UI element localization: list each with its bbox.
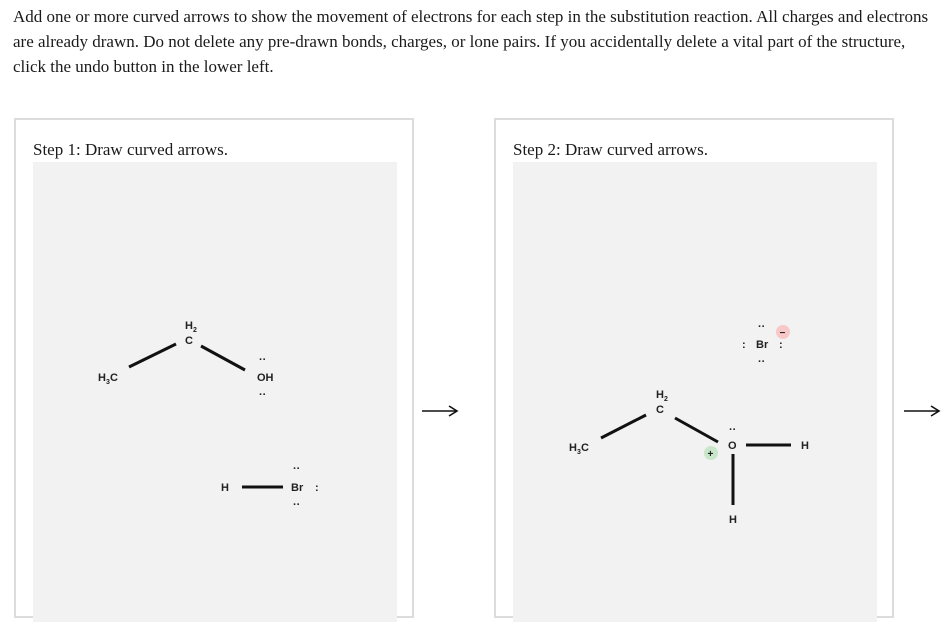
svg-text:··: ·· [259, 354, 267, 366]
svg-text:C: C [110, 372, 118, 384]
atom-ch2[interactable] [656, 389, 668, 416]
svg-text:O: O [728, 440, 737, 452]
svg-text:2: 2 [664, 396, 668, 403]
reaction-arrow-icon [902, 404, 942, 418]
svg-text:C: C [185, 335, 193, 347]
svg-text:··: ·· [293, 463, 301, 475]
svg-text:H: H [185, 320, 193, 332]
atom-br[interactable] [291, 463, 319, 511]
atom-o[interactable] [728, 424, 737, 452]
atom-h[interactable] [221, 482, 229, 494]
step-2-molecules [513, 162, 877, 622]
bond-ch2-oh[interactable] [201, 346, 245, 370]
step-2-drawing-canvas[interactable] [513, 162, 877, 622]
svg-text:H: H [221, 482, 229, 494]
step-2-title: Step 2: Draw curved arrows. [513, 140, 708, 159]
svg-text:··: ·· [758, 321, 766, 333]
svg-text:OH: OH [257, 372, 274, 384]
bond-ch3-ch2[interactable] [129, 344, 176, 367]
svg-text::: : [742, 339, 746, 351]
reaction-arrow-icon [420, 404, 460, 418]
svg-text::: : [779, 339, 783, 351]
svg-text:Br: Br [756, 339, 769, 351]
atom-ch3[interactable] [569, 442, 589, 456]
svg-text:H: H [569, 442, 577, 454]
atom-h-right[interactable] [801, 440, 809, 452]
svg-text:2: 2 [193, 327, 197, 334]
bond-ch3-ch2[interactable] [601, 415, 646, 438]
atom-br[interactable] [742, 321, 783, 368]
positive-charge-badge [704, 446, 718, 460]
svg-text:··: ·· [259, 389, 267, 401]
svg-text:H: H [656, 389, 664, 401]
step-2-panel [494, 118, 894, 618]
svg-text:Br: Br [291, 482, 304, 494]
svg-text:+: + [707, 449, 714, 460]
svg-text:H: H [801, 440, 809, 452]
svg-text:3: 3 [106, 379, 110, 386]
step-1-title: Step 1: Draw curved arrows. [33, 140, 228, 159]
svg-text:H: H [729, 514, 737, 526]
step-1-drawing-canvas[interactable] [33, 162, 397, 622]
step-1-panel [14, 118, 414, 618]
svg-text::: : [315, 482, 319, 494]
atom-ch3[interactable] [98, 372, 118, 386]
svg-text:H: H [98, 372, 106, 384]
instructions-text: Add one or more curved arrows to show the movement of electrons for each step in the substitution reaction. All charges and electrons are already drawn. Do not delete any pre-drawn bonds, charges, or lone pairs. If you accidentally delete a vital part of the structure, click the undo button in the lower left. [13, 7, 929, 76]
svg-text:··: ·· [758, 356, 766, 368]
atom-h-bottom[interactable] [729, 514, 737, 526]
atom-oh[interactable] [257, 354, 274, 401]
svg-text:··: ·· [293, 499, 301, 511]
svg-text:−: − [779, 328, 786, 339]
negative-charge-badge [776, 325, 790, 339]
svg-text:··: ·· [729, 424, 737, 436]
svg-text:C: C [656, 404, 664, 416]
step-1-molecules [33, 162, 397, 622]
atom-ch2[interactable] [185, 320, 197, 347]
svg-text:3: 3 [577, 449, 581, 456]
bond-ch2-o[interactable] [675, 418, 718, 442]
svg-text:C: C [581, 442, 589, 454]
